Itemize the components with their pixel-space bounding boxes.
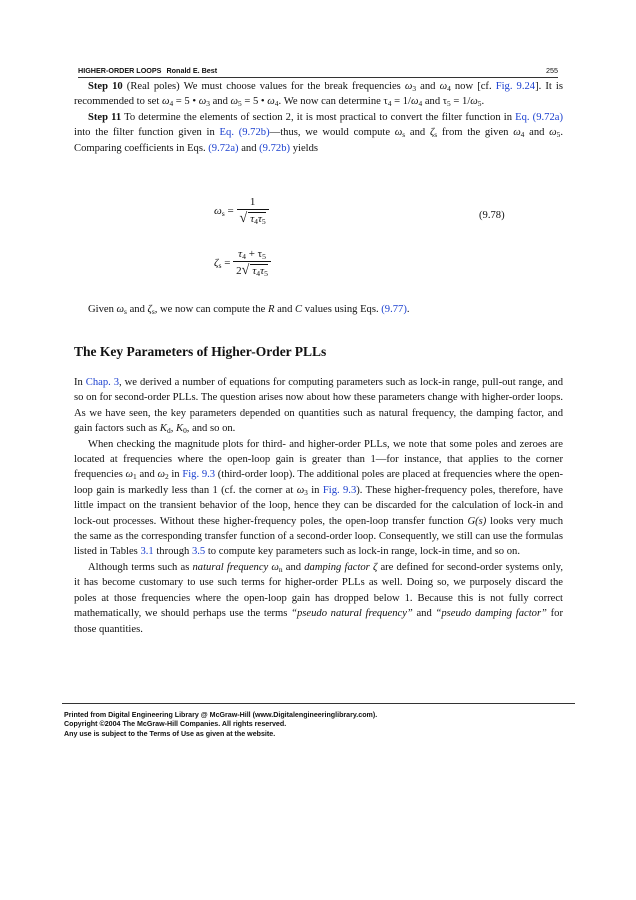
sub: 4 [520, 130, 525, 140]
sub: 3 [304, 487, 308, 497]
sub: 3 [206, 99, 210, 109]
text: in [168, 469, 183, 481]
text: yields [290, 142, 319, 154]
text: through [153, 546, 192, 558]
tau: τ [252, 265, 257, 277]
text: , [170, 423, 176, 435]
two: 2 [236, 265, 242, 277]
text: , and so on. [186, 423, 236, 435]
text: and [274, 304, 296, 315]
text: and [524, 127, 550, 139]
link-fig-9-3-2[interactable]: Fig. 9.3 [322, 484, 357, 496]
text: in [307, 484, 323, 496]
numerator: 1 [249, 196, 256, 208]
omega: ω [230, 96, 238, 108]
text: = 5 • [173, 96, 199, 108]
sub: 4 [447, 84, 451, 93]
equation-omega-s [214, 196, 269, 227]
step10-label: Step 10 [88, 81, 123, 92]
text: . [406, 304, 410, 315]
given [74, 302, 563, 317]
footer-line-3: Any use is subject to the Terms of Use as given at the website. [64, 729, 276, 738]
tau: τ [250, 213, 255, 225]
text: looks very much the same as the corresponding transfer function of a second-order loop. Consequently, we still can use the formulas listed in Tables [74, 515, 563, 558]
numerator [233, 248, 271, 261]
tau: τ [257, 213, 262, 225]
sub: 4 [254, 217, 258, 226]
link-eq-9-72a-2[interactable]: (9.72a) [208, 142, 239, 154]
text: In [74, 377, 86, 388]
link-table-3-1[interactable]: 3.1 [140, 546, 154, 558]
sub: 5 [238, 99, 242, 109]
sub: 4 [274, 99, 279, 109]
sub: s [218, 261, 222, 271]
plus-tau: + τ [245, 248, 263, 260]
text: for those quantities. [74, 608, 563, 635]
sub: 5 [261, 217, 266, 226]
omega: ω [439, 81, 448, 92]
sub: 1 [133, 472, 137, 482]
sub: 2 [164, 472, 169, 482]
fraction [233, 248, 271, 279]
tau: τ [260, 265, 265, 277]
step11-label: Step 11 [88, 111, 122, 123]
sub: d [166, 426, 171, 436]
G-of-s: G(s) [467, 515, 487, 527]
text: from the given [437, 127, 514, 139]
equals: = [221, 257, 234, 270]
sub: 4 [418, 99, 423, 109]
paragraph-1 [74, 375, 563, 437]
text: into the filter function given in [74, 127, 220, 139]
footer-line-2: Copyright ©2004 The McGraw-Hill Companies. All rights reserved. [64, 720, 287, 729]
footer-rule [62, 703, 575, 704]
section-heading: The Key Parameters of Higher-Order PLLs [74, 344, 327, 359]
step10 [74, 79, 563, 110]
pseudo-damping-factor: “pseudo damping factor” [435, 608, 547, 620]
text: —thus, we would compute [269, 127, 395, 139]
page-number: 255 [546, 66, 558, 75]
link-eq-9-77[interactable]: (9.77) [381, 304, 407, 315]
step11 [74, 110, 563, 156]
zeta: ζ [429, 127, 435, 139]
text: and [405, 127, 430, 139]
equals: = [224, 205, 237, 218]
text: and τ [422, 96, 448, 108]
link-fig-9-3[interactable]: Fig. 9.3 [182, 469, 216, 481]
text: and [238, 142, 260, 154]
text: = 5 • [241, 96, 268, 108]
text: and [412, 608, 436, 620]
sub: 3 [412, 84, 417, 93]
text: (third-order loop). The additional poles are placed at frequencies where the open-loop gain is markedly less than 1 (cf. the corner at [74, 469, 564, 496]
omega: ω [125, 469, 134, 481]
omega: ω [470, 96, 478, 108]
K: K [175, 423, 184, 435]
text: to compute key parameters such as lock-in range, lock-in time, and so on. [205, 546, 520, 558]
link-eq-9-72b[interactable]: Eq. (9.72b) [219, 127, 270, 139]
paragraph-2 [74, 437, 563, 560]
sub: s [124, 307, 127, 316]
text: = 1/ [391, 96, 411, 108]
header-author: Ronald E. Best [166, 66, 218, 75]
sub: 5 [262, 252, 266, 261]
text: ). These higher-frequency poles, therefore, have little impact on the transient behavior of the loop, hence they can be discarded for the calculation of lock-in and lock-out processes. Without these higher-frequency poles, the open-loop transfer function [74, 484, 564, 527]
text: , we now can compute the [154, 304, 268, 315]
paragraph-3 [74, 560, 563, 637]
sub: 5 [264, 269, 268, 278]
omega: ω [549, 127, 557, 139]
step10-paragraph [74, 79, 563, 156]
body-text [74, 375, 563, 637]
sub: n [278, 564, 283, 574]
sqrt-icon: √ [241, 263, 250, 278]
link-eq-9-72b-2[interactable]: (9.72b) [259, 142, 291, 154]
omega: ω [116, 304, 125, 315]
text: now [cf. [450, 81, 496, 92]
text: are defined for second-order systems only, it has become customary to use such terms for higher-order PLLs as well. Doing so, we purposely discard the poles at those frequencies where the open-loop gain has dropped below 1. Because this is not fully correct mathematically, we should perhaps use the terms [74, 561, 563, 620]
zeta: ζ [214, 257, 219, 270]
omega: ω [513, 127, 521, 139]
omega: ω [404, 81, 413, 92]
text: values using Eqs. [302, 304, 382, 315]
sub: s [151, 307, 155, 316]
omega: ω [296, 484, 305, 496]
sub: 5 [556, 130, 561, 140]
zeta: ζ [147, 304, 152, 315]
text: Given [88, 304, 117, 315]
text: and [126, 304, 148, 315]
text: When checking the magnitude plots for third- and higher-order PLLs, we note that some poles and zeroes are located at frequencies where the open-loop gain is greater than 1—for instance, that applies to the corner frequencies [74, 438, 563, 481]
text: and [209, 96, 231, 108]
denominator [233, 261, 271, 279]
denominator [237, 209, 269, 227]
sqrt-icon: √ [239, 211, 248, 226]
footer-line-1: Printed from Digital Engineering Library @ McGraw-Hill (www.Digitalengineeringlibrary.com). [64, 711, 378, 719]
link-fig-9-24[interactable]: Fig. 9.24 [495, 81, 536, 92]
header-rule [78, 77, 558, 78]
sub: 4 [242, 252, 246, 261]
sub: 4 [169, 99, 174, 109]
text: = 1/ [450, 96, 471, 108]
link-chap-3[interactable]: Chap. 3 [85, 377, 120, 388]
damping-factor: damping factor ζ [304, 561, 378, 573]
text: and [282, 561, 305, 573]
text: . Comparing coefficients in Eqs. [74, 127, 563, 154]
footer [64, 711, 377, 739]
equation-number: (9.78) [479, 210, 505, 221]
text: ]. It is recommended to set [74, 81, 564, 108]
equation-zeta-s [214, 248, 271, 279]
text: (Real poles) We must choose values for the break frequencies [122, 81, 405, 92]
sub: 5 [447, 99, 451, 109]
omega: ω [157, 469, 165, 481]
K: K [159, 423, 167, 435]
sub: s [221, 209, 225, 219]
text: . We now can determine τ [278, 96, 388, 108]
link-eq-9-72a[interactable]: Eq. (9.72a) [515, 111, 563, 123]
text: and [416, 81, 440, 92]
tau: τ [238, 248, 243, 260]
omega: ω [198, 96, 207, 108]
link-table-3-5[interactable]: 3.5 [191, 546, 206, 558]
header-title: HIGHER-ORDER LOOPS [78, 66, 162, 75]
omega: ω [411, 96, 419, 108]
natural-frequency: natural frequency ω [192, 561, 279, 573]
R: R [267, 304, 275, 315]
sub: 4 [256, 269, 261, 278]
text: and [136, 469, 158, 481]
text: , we derived a number of equations for computing parameters such as lock-in range, pull-out range, and so on for second-order PLLs. The question arises now about how these parameters change with higher-order loops. As we have seen, the key parameters depended on quantities such as natural frequency, the damping factor, and gain factors such as [74, 377, 563, 435]
text: Although terms such as [88, 561, 193, 573]
pseudo-natural-frequency: “pseudo natural frequency” [291, 608, 413, 620]
sub: 0 [183, 426, 187, 436]
C: C [295, 304, 303, 315]
fraction [237, 196, 269, 227]
omega: ω [394, 127, 403, 139]
radicand [248, 212, 266, 225]
omega: ω [161, 96, 170, 108]
sub: 4 [387, 99, 392, 109]
given-paragraph [74, 302, 563, 317]
radicand [250, 264, 268, 277]
sub: 5 [477, 99, 482, 109]
sub: s [434, 130, 438, 140]
omega: ω [267, 96, 275, 108]
omega: ω [214, 205, 222, 218]
text: . [481, 96, 485, 108]
text: To determine the elements of section 2, it is most practical to convert the filter function in [121, 111, 516, 123]
sub: s [402, 130, 406, 140]
